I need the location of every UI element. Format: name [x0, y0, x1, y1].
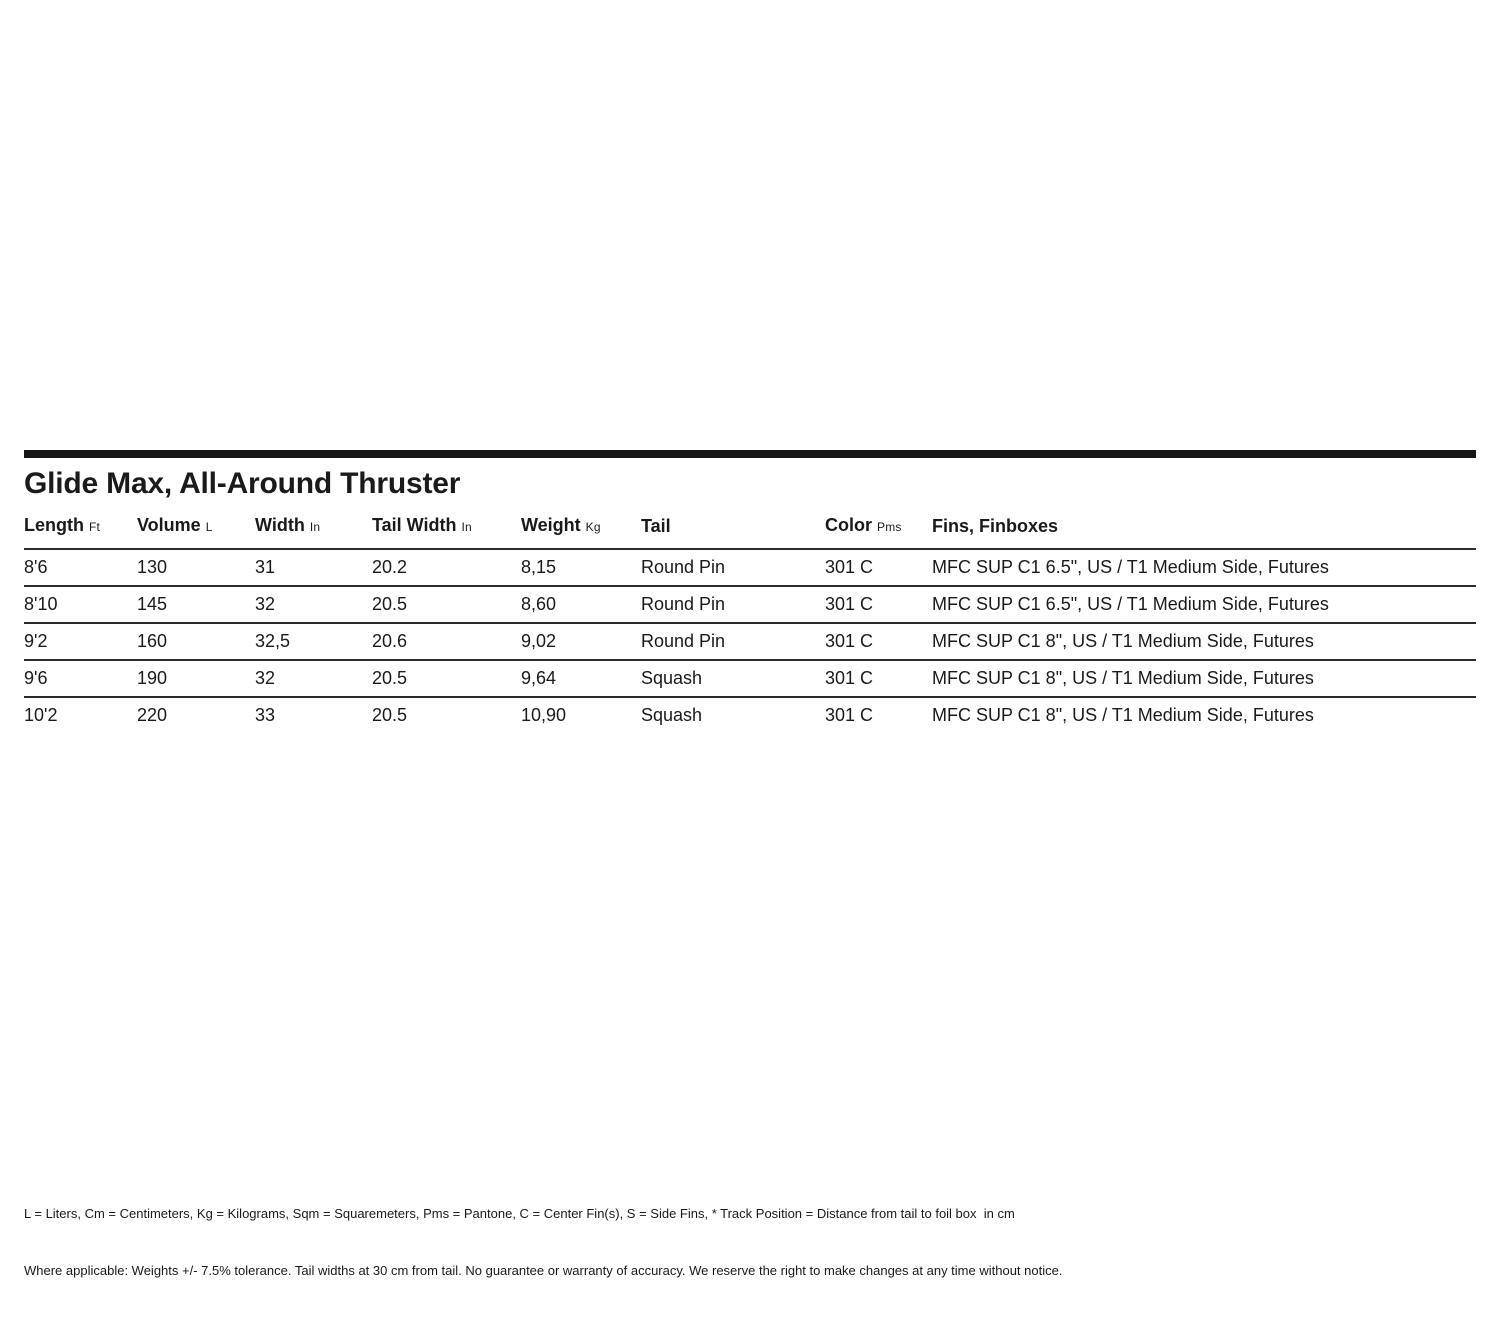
table-row — [24, 586, 1476, 623]
cell-tail: Squash — [641, 697, 825, 733]
cell-tail-width: 20.5 — [372, 586, 521, 623]
col-header-label: Color — [825, 515, 872, 535]
cell-color: 301 C — [825, 660, 932, 697]
col-header-label: Volume — [137, 515, 201, 535]
cell-volume: 160 — [137, 623, 255, 660]
cell-tail: Round Pin — [641, 586, 825, 623]
col-header-label: Tail Width — [372, 515, 457, 535]
cell-fins: MFC SUP C1 8", US / T1 Medium Side, Futures — [932, 623, 1476, 660]
col-header-unit: In — [461, 520, 472, 534]
table-header-row — [24, 499, 1476, 549]
spec-sheet — [24, 450, 1476, 733]
table-row — [24, 660, 1476, 697]
footnote-line-2: Where applicable: Weights +/- 7.5% tolerance. Tail widths at 30 cm from tail. No guarantee or warranty of accuracy. We reserve the right to make changes at any time without notice. — [24, 1263, 1063, 1278]
cell-weight: 8,60 — [521, 586, 641, 623]
col-header-label: Width — [255, 515, 305, 535]
cell-fins: MFC SUP C1 6.5", US / T1 Medium Side, Futures — [932, 586, 1476, 623]
cell-width: 32 — [255, 660, 372, 697]
cell-length: 9'2 — [24, 623, 137, 660]
cell-tail: Round Pin — [641, 623, 825, 660]
cell-color: 301 C — [825, 697, 932, 733]
cell-tail-width: 20.2 — [372, 549, 521, 586]
cell-width: 32,5 — [255, 623, 372, 660]
table-row — [24, 623, 1476, 660]
col-header-unit: In — [309, 520, 321, 534]
cell-weight: 9,64 — [521, 660, 641, 697]
cell-color: 301 C — [825, 549, 932, 586]
col-header-unit: L — [205, 520, 213, 534]
cell-volume: 130 — [137, 549, 255, 586]
col-header-color — [825, 499, 932, 549]
cell-length: 8'6 — [24, 549, 137, 586]
cell-width: 31 — [255, 549, 372, 586]
table-row — [24, 697, 1476, 733]
cell-fins: MFC SUP C1 6.5", US / T1 Medium Side, Futures — [932, 549, 1476, 586]
cell-weight: 10,90 — [521, 697, 641, 733]
cell-width: 33 — [255, 697, 372, 733]
col-header-label: Weight — [521, 515, 581, 535]
cell-fins: MFC SUP C1 8", US / T1 Medium Side, Futures — [932, 660, 1476, 697]
col-header-tail — [641, 499, 825, 549]
table-row — [24, 549, 1476, 586]
cell-weight: 8,15 — [521, 549, 641, 586]
col-header-unit: Pms — [877, 520, 902, 534]
footnotes — [24, 1166, 1476, 1318]
cell-length: 8'10 — [24, 586, 137, 623]
cell-volume: 145 — [137, 586, 255, 623]
cell-color: 301 C — [825, 586, 932, 623]
footnote-line-1: L = Liters, Cm = Centimeters, Kg = Kilograms, Sqm = Squaremeters, Pms = Pantone, C = Center Fin(s), S = Side Fins, * Track Position = Distance from tail to foil box in cm — [24, 1206, 1015, 1221]
cell-width: 32 — [255, 586, 372, 623]
col-header-label: Tail — [641, 516, 671, 536]
cell-color: 301 C — [825, 623, 932, 660]
cell-length: 9'6 — [24, 660, 137, 697]
cell-tail: Round Pin — [641, 549, 825, 586]
col-header-tail-width — [372, 499, 521, 549]
cell-weight: 9,02 — [521, 623, 641, 660]
title-rule-bar — [24, 450, 1476, 458]
col-header-weight — [521, 499, 641, 549]
cell-fins: MFC SUP C1 8", US / T1 Medium Side, Futures — [932, 697, 1476, 733]
spec-table — [24, 499, 1476, 733]
col-header-unit: Ft — [89, 520, 101, 534]
col-header-volume — [137, 499, 255, 549]
col-header-width — [255, 499, 372, 549]
cell-length: 10'2 — [24, 697, 137, 733]
col-header-length — [24, 499, 137, 549]
col-header-label: Fins, Finboxes — [932, 516, 1059, 536]
col-header-unit: Kg — [585, 520, 601, 534]
cell-volume: 190 — [137, 660, 255, 697]
cell-tail-width: 20.5 — [372, 660, 521, 697]
col-header-label: Length — [24, 515, 84, 535]
cell-tail: Squash — [641, 660, 825, 697]
col-header-fins-finboxes — [932, 499, 1476, 549]
cell-volume: 220 — [137, 697, 255, 733]
cell-tail-width: 20.6 — [372, 623, 521, 660]
page-title: Glide Max, All-Around Thruster — [24, 467, 461, 500]
cell-tail-width: 20.5 — [372, 697, 521, 733]
